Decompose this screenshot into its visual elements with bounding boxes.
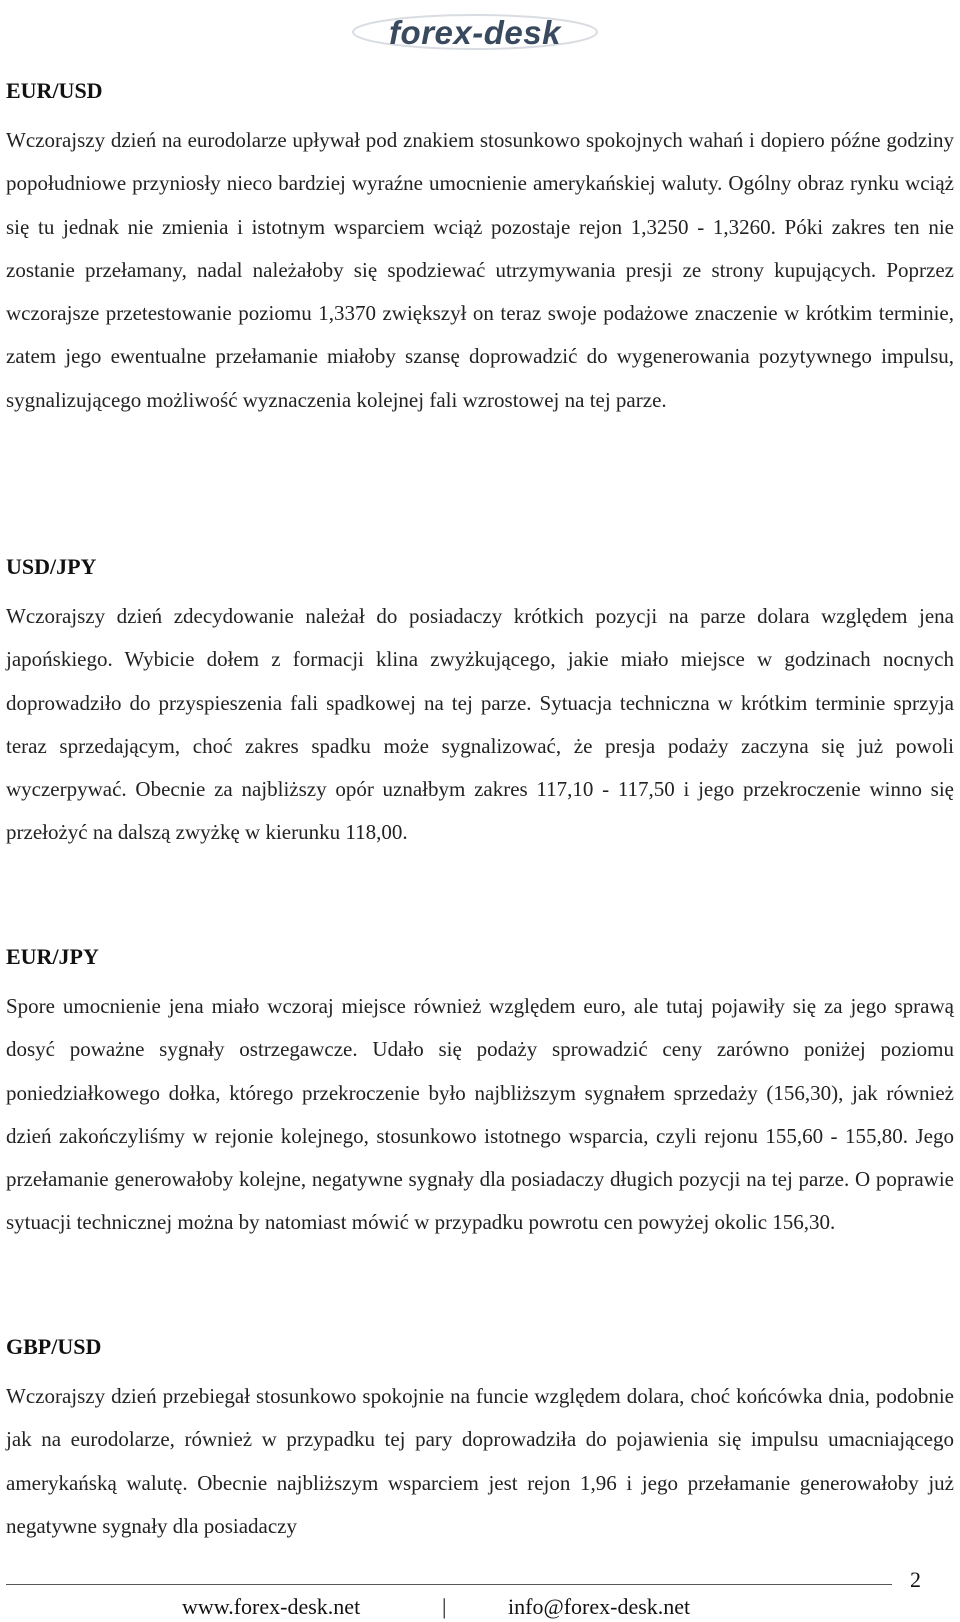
section-gbp-usd xyxy=(6,1332,954,1548)
logo-text: forex-desk xyxy=(389,14,561,51)
forex-desk-logo xyxy=(350,4,600,52)
page-number: 2 xyxy=(910,1567,921,1592)
section-title: EUR/JPY xyxy=(6,944,99,969)
section-title: GBP/USD xyxy=(6,1334,102,1359)
section-eur-usd xyxy=(6,76,954,422)
section-eur-jpy xyxy=(6,942,954,1245)
section-title: EUR/USD xyxy=(6,78,103,103)
footer-email-link[interactable]: info@forex-desk.net xyxy=(508,1594,691,1619)
section-body: Wczorajszy dzień zdecydowanie należał do posiadaczy krótkich pozycji na parze dolara względem jena japońskiego. Wybicie dołem z formacji klina zwyżkującego, jakie miało miejsce w godzinach nocnych doprowadziło do przyspieszenia fali spadkowej na tej parze. Sytuacja techniczna w krótkim terminie sprzyja teraz sprzedającym, choć zakres spadku może sygnalizować, że presja podaży zaczyna się już powoli wyczerpywać. Obecnie za najbliższy opór uznałbym zakres 117,10 - 117,50 i jego przekroczenie winno się przełożyć na dalszą zwyżkę w kierunku 118,00. xyxy=(6,604,954,845)
footer xyxy=(0,1592,960,1622)
section-body: Spore umocnienie jena miało wczoraj miejsce również względem euro, ale tutaj pojawiły się za jego sprawą dosyć poważne sygnały ostrzegawcze. Udało się podaży sprowadzić ceny zarówno poniżej poziomu poniedziałkowego dołka, którego przekroczenie było najbliższym sygnałem sprzedaży (156,30), jak również dzień zakończyliśmy w rejonie kolejnego, stosunkowo istotnego wsparcia, czyli rejonu 155,60 - 155,80. Jego przełamanie generowałoby kolejne, negatywne sygnały dla posiadaczy długich pozycji na tej parze. O poprawie sytuacji technicznej można by natomiast mówić w przypadku powrotu cen powyżej okolic 156,30. xyxy=(6,994,954,1235)
section-usd-jpy xyxy=(6,552,954,855)
section-body: Wczorajszy dzień przebiegał stosunkowo spokojnie na funcie względem dolara, choć końcówka dnia, podobnie jak na eurodolarze, również w przypadku tej pary doprowadziła do pojawienia się impulsu umacniającego amerykańską walutę. Obecnie najbliższym wsparciem jest rejon 1,96 i jego przełamanie generowałoby już negatywne sygnały dla posiadaczy xyxy=(6,1384,954,1538)
footer-website-link[interactable]: www.forex-desk.net xyxy=(182,1594,361,1619)
footer-separator: | xyxy=(442,1594,447,1619)
section-body: Wczorajszy dzień na eurodolarze upływał pod znakiem stosunkowo spokojnych wahań i dopiero późne godziny popołudniowe przyniosły nieco bardziej wyraźne umocnienie amerykańskiej waluty. Ogólny obraz rynku wciąż się tu jednak nie zmienia i istotnym wsparciem wciąż pozostaje rejon 1,3250 - 1,3260. Póki zakres ten nie zostanie przełamany, nadal należałoby się spodziewać utrzymywania presji ze strony kupujących. Poprzez wczorajsze przetestowanie poziomu 1,3370 zwiększył on teraz swoje podażowe znaczenie w krótkim terminie, zatem jego ewentualne przełamanie miałoby szansę doprowadzić do wygenerowania pozytywnego impulsu, sygnalizującego możliwość wyznaczenia kolejnej fali wzrostowej na tej parze. xyxy=(6,128,954,412)
section-title: USD/JPY xyxy=(6,554,97,579)
footer-divider xyxy=(6,1584,892,1585)
